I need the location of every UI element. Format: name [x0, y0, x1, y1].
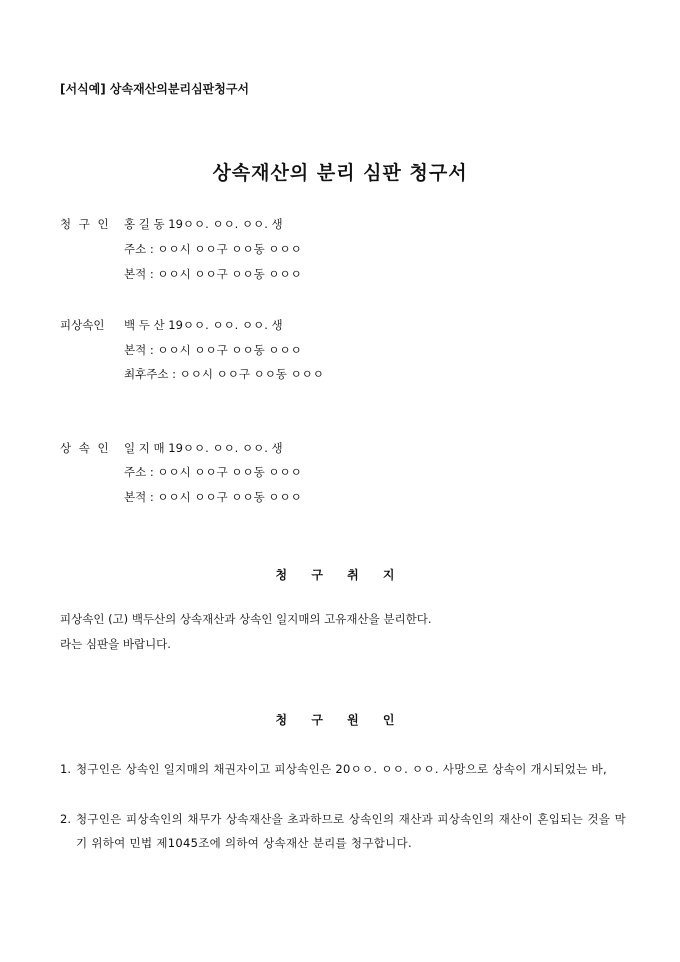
claimant-name-birth: 홍 길 동 19ㅇㅇ. ㅇㅇ. ㅇㅇ. 생 — [124, 217, 283, 231]
cause-item-number: 1. — [60, 762, 71, 776]
heir-address: 주소 : ㅇㅇ시 ㅇㅇ구 ㅇㅇ동 ㅇㅇㅇ — [124, 465, 302, 479]
heir-name-birth: 일 지 매 19ㅇㅇ. ㅇㅇ. ㅇㅇ. 생 — [124, 441, 283, 455]
cause-item-text: 청구인은 피상속인의 채무가 상속재산을 초과하므로 상속인의 재산과 피상속인의 재산이 혼입되는 것을 막기 위하여 민법 제1045조에 의하여 상속재산 분리를 청구합니다. — [76, 812, 626, 850]
document-title: 상속재산의 분리 심판 청구서 — [212, 162, 468, 184]
decedent-role: 피상속인 — [60, 318, 105, 332]
decedent-domicile: 본적 : ㅇㅇ시 ㅇㅇ구 ㅇㅇ동 ㅇㅇㅇ — [124, 343, 302, 357]
form-label: [서식예] 상속재산의분리심판청구서 — [60, 82, 250, 96]
claimant-role: 청 구 인 — [60, 217, 111, 231]
cause-item-number: 2. — [60, 812, 71, 826]
cause-heading: 청 구 원 인 — [275, 713, 405, 727]
purpose-heading: 청 구 취 지 — [275, 568, 405, 582]
heir-role: 상 속 인 — [60, 441, 111, 455]
decedent-last-address: 최후주소 : ㅇㅇ시 ㅇㅇ구 ㅇㅇ동 ㅇㅇㅇ — [124, 367, 324, 381]
purpose-line-1: 피상속인 (고) 백두산의 상속재산과 상속인 일지매의 고유재산을 분리한다. — [60, 612, 432, 626]
decedent-name-birth: 백 두 산 19ㅇㅇ. ㅇㅇ. ㅇㅇ. 생 — [124, 318, 283, 332]
claimant-domicile: 본적 : ㅇㅇ시 ㅇㅇ구 ㅇㅇ동 ㅇㅇㅇ — [124, 267, 302, 281]
cause-item-1 — [60, 757, 626, 781]
claimant-address: 주소 : ㅇㅇ시 ㅇㅇ구 ㅇㅇ동 ㅇㅇㅇ — [124, 242, 302, 256]
heir-domicile: 본적 : ㅇㅇ시 ㅇㅇ구 ㅇㅇ동 ㅇㅇㅇ — [124, 490, 302, 504]
cause-item-2 — [60, 807, 626, 855]
purpose-line-2: 라는 심판을 바랍니다. — [60, 637, 171, 651]
cause-item-text: 청구인은 상속인 일지매의 채권자이고 피상속인은 20ㅇㅇ. ㅇㅇ. ㅇㅇ. 사망으로 상속이 개시되었는 바, — [76, 762, 607, 776]
